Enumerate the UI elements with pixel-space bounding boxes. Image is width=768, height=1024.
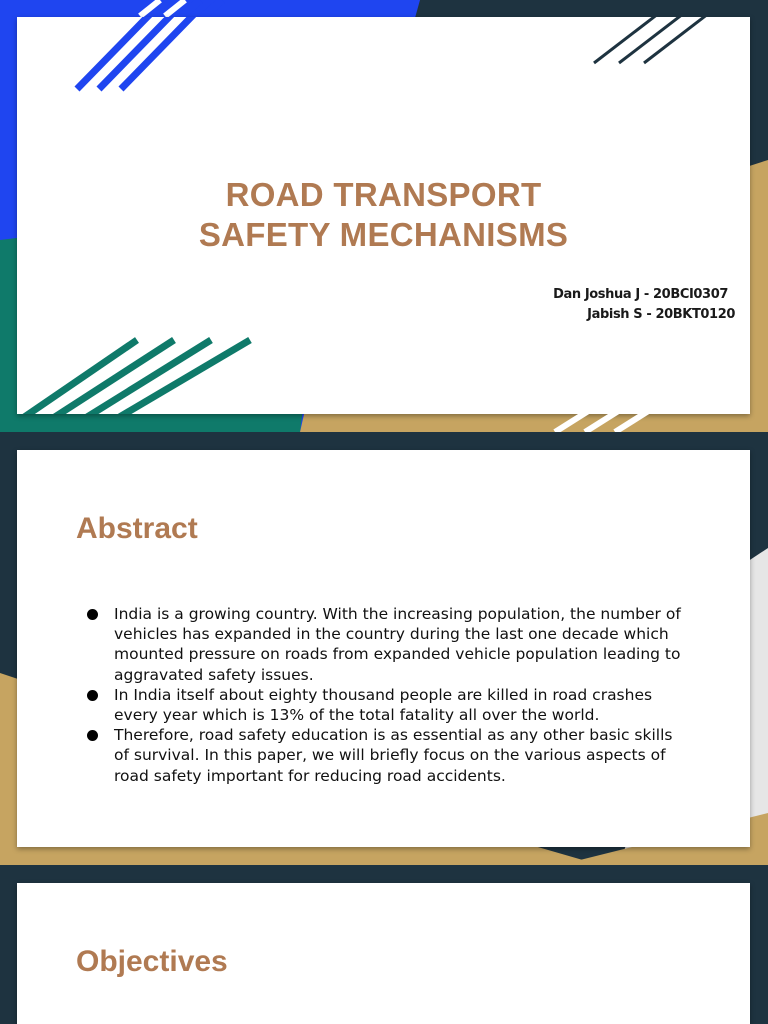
abstract-heading: Abstract: [76, 512, 198, 545]
abstract-card: [17, 450, 750, 847]
title-card: [17, 17, 750, 414]
objectives-card: [17, 883, 750, 1024]
author-1: Dan Joshua J - 20BCI0307: [553, 287, 728, 302]
list-item: [85, 725, 685, 786]
presentation-title: [17, 175, 750, 255]
title-line-1: ROAD TRANSPORT: [225, 176, 542, 213]
list-item: [85, 604, 685, 685]
author-2: Jabish S - 20BKT0120: [587, 307, 735, 322]
bullet-icon: [87, 730, 98, 741]
objectives-slide: [0, 866, 768, 1024]
title-slide: [0, 0, 768, 432]
title-line-2: SAFETY MECHANISMS: [198, 216, 569, 253]
authors-block: [553, 285, 735, 325]
abstract-bullet-list: [85, 604, 685, 786]
list-item: [85, 685, 685, 725]
bullet-text: India is a growing country. With the increasing population, the number of vehicles has expanded in the country during the last one decade which mounted pressure on roads from expanded vehicle population leading to aggravated safety issues.: [114, 605, 681, 684]
objectives-heading: Objectives: [76, 945, 228, 978]
bullet-icon: [87, 609, 98, 620]
abstract-slide: [0, 433, 768, 865]
bullet-icon: [87, 690, 98, 701]
bullet-text: Therefore, road safety education is as essential as any other basic skills of survival. In this paper, we will briefly focus on the various aspects of road safety important for reducing road accidents.: [114, 726, 673, 785]
bullet-text: In India itself about eighty thousand people are killed in road crashes every year which is 13% of the total fatality all over the world.: [114, 685, 653, 725]
